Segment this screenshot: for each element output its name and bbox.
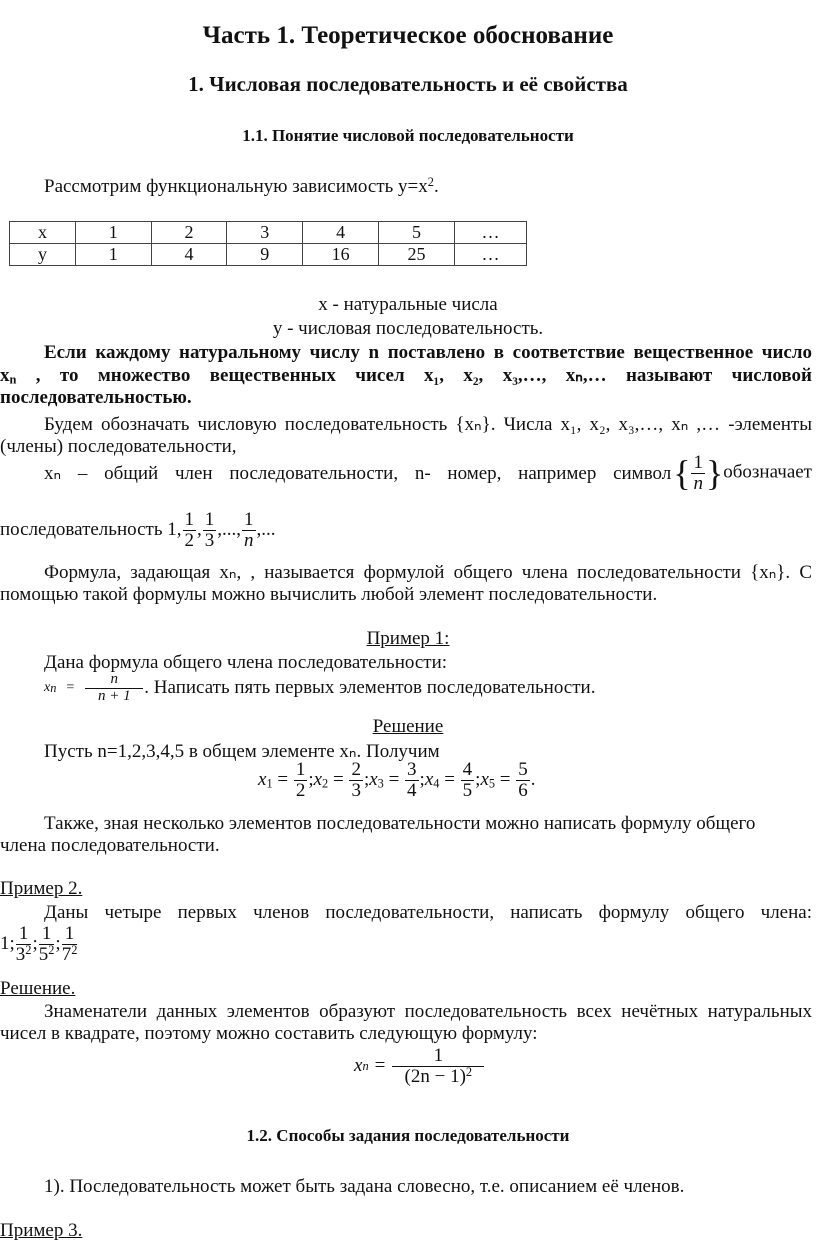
subsection-title: 1.2. Способы задания последовательности [246, 1126, 570, 1145]
example2-task: Даны четыре первых членов последовательности, написать формулу общего члена: [44, 902, 812, 923]
subsection-title: 1.1. Понятие числовой последовательности [242, 126, 574, 145]
formula-paragraph: Формула, задающая xₙ, , называется формулой общего члена последовательности {xₙ}. С помощью такой формулы можно вычислить любой элемент последовательности. [0, 562, 812, 605]
example1-solution-text: Пусть n=1,2,3,4,5 в общем элементе xₙ. Получим [44, 741, 440, 762]
example2-sequence: 1; $\frac{1}{3^2}$ ; $\frac{1}{5^2}$ ; $\frac{1}{7^2}$ [0, 923, 78, 965]
sequence-example: последовательность 1, $\frac{1}{2}$ , $\frac{1}{3}$ ,..., $\frac{1}{n}$ ,... [0, 509, 276, 551]
method-1: 1). Последовательность может быть задана словесно, т.е. описанием её членов. [44, 1176, 685, 1197]
example1-given: Дана формула общего члена последовательности: [44, 652, 448, 673]
xy-table [9, 221, 527, 266]
example2-solution-title: Решение. [0, 978, 76, 999]
example1-after: Также, зная несколько элементов последовательности можно написать формулу общего члена последовательности. [0, 813, 756, 856]
example2-solution: Знаменатели данных элементов образуют последовательность всех нечётных натуральных чисел в квадрате, поэтому можно составить следующую формулу: [0, 1001, 812, 1044]
example2-title: Пример 2. [0, 878, 83, 899]
example1-results: $x_1$ = $\frac{1}{2}$ $;x_2$ = $\frac{2}{3}$ $;x_3$ = $\frac{3}{4}$ $;x_4$ = $\frac{4}{5}$ $;x_5$ = $\frac{5}{6}$ . [258, 759, 536, 801]
notation-paragraph: Будем обозначать числовую последовательность {xₙ}. Числа x₁, x₂, x₃,…, xₙ ,… -элементы (члены) последовательности, [0, 414, 812, 457]
note-y: y - числовая последовательность. [272, 318, 544, 339]
definition: Если каждому натуральному числу n поставлено в соответствие вещественное число $x_n$ , то множество вещественных чисел x₁, x₂, x₃,…, xₙ,… называют числовой последовательностью. [0, 342, 812, 408]
example2-formula: x n = $\frac{1}{(2n - 1)^2}$ [354, 1046, 485, 1087]
brace-fraction: { $\frac{1}{n}$ }обозначает [673, 451, 812, 494]
general-term-paragraph: xₙ – общий член последовательности, n- номер, например символ { $\frac{1}{n}$ }обозначает [44, 451, 812, 494]
section-title: 1. Числовая последовательность и её свойства [188, 72, 628, 96]
example1-title: Пример 1: [366, 628, 450, 649]
table-row: y 1 4 9 16 25 … [10, 244, 527, 266]
table-row: x 1 2 3 4 5 … [10, 222, 527, 244]
note-x: x - натуральные числа [318, 294, 498, 315]
example1-formula: x n = $\frac{n}{n + 1}$ . Написать пять первых элементов последовательности. [44, 671, 596, 704]
example3-title: Пример 3. [0, 1220, 83, 1241]
part-title: Часть 1. Теоретическое обоснование [202, 22, 614, 49]
intro-paragraph: Рассмотрим функциональную зависимость $y=x^2$. [44, 174, 439, 197]
example1-solution-title: Решение [372, 716, 444, 737]
